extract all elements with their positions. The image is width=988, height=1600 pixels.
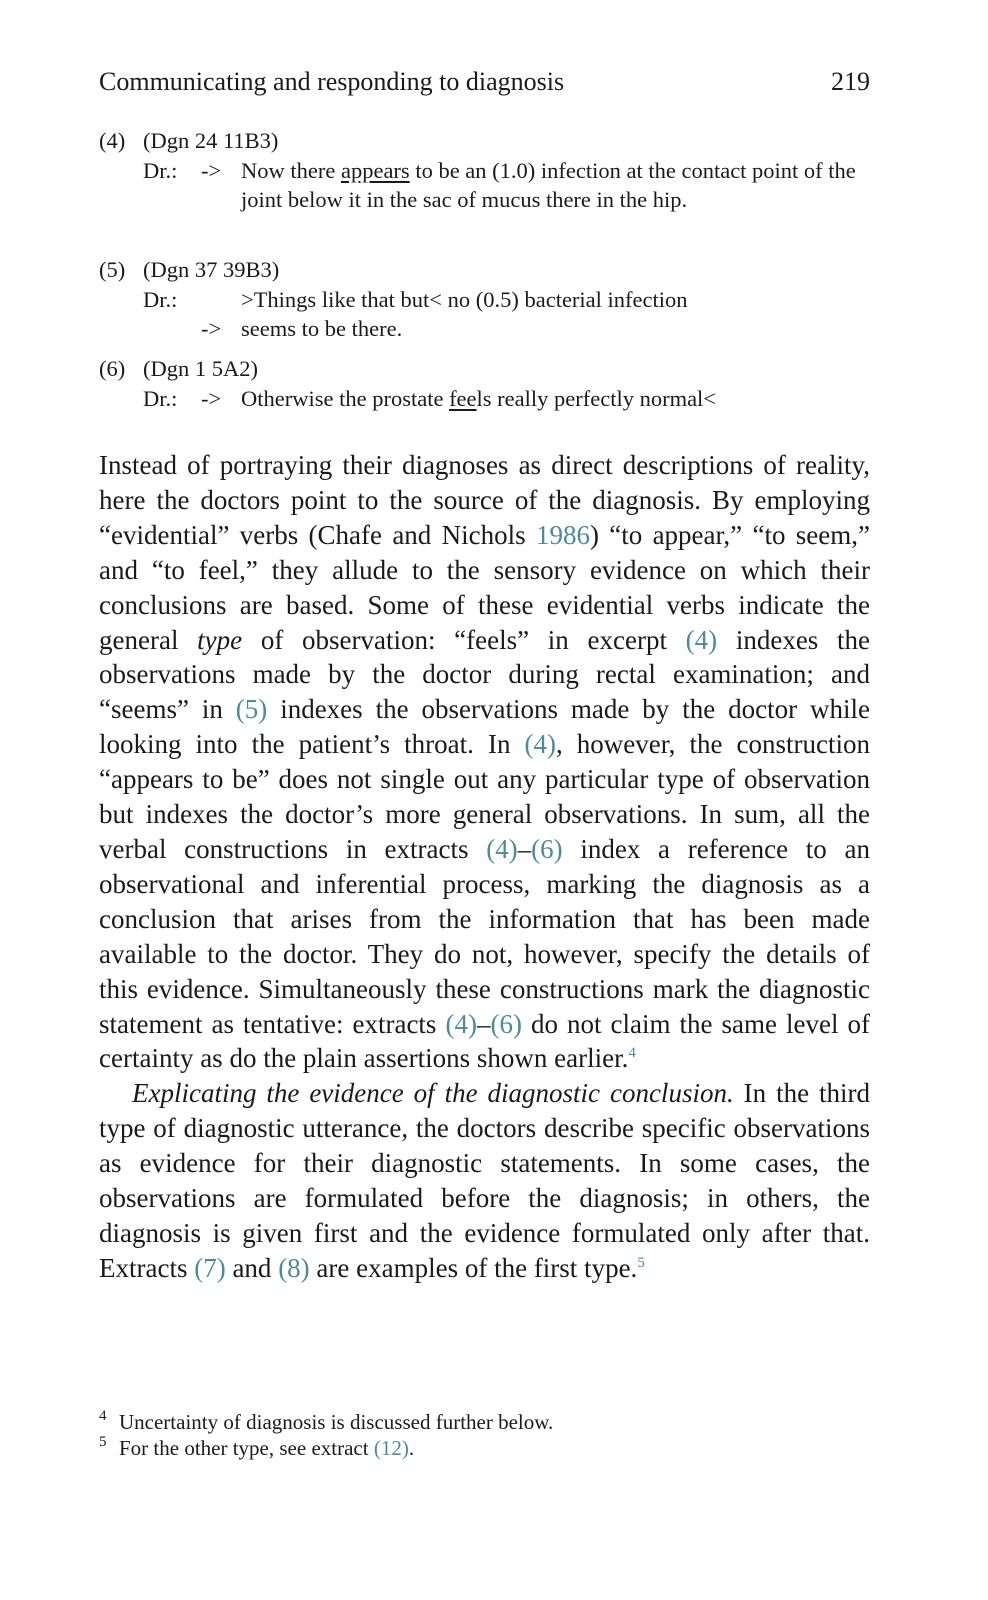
extract-link[interactable]: (6)	[490, 1008, 522, 1039]
underlined-word: fee	[449, 385, 477, 411]
text-run: .	[408, 1436, 415, 1460]
excerpt-5	[99, 255, 879, 344]
footnote-marker-4[interactable]: 4	[628, 1045, 636, 1062]
extract-link[interactable]: (4)	[685, 624, 718, 655]
utterance-text: Otherwise the prostate	[241, 385, 450, 411]
body-text	[99, 448, 870, 1286]
excerpt-number: (6)	[99, 356, 126, 381]
footnote-marker-5[interactable]: 5	[637, 1254, 645, 1271]
speaker-label: Dr.:	[143, 286, 178, 312]
extract-link[interactable]: (12)	[373, 1436, 409, 1460]
extract-link[interactable]: (4)	[486, 833, 518, 864]
text-run: For the other type, see extract	[119, 1436, 374, 1460]
excerpt-heading	[99, 354, 879, 384]
extract-link[interactable]: (5)	[235, 694, 268, 725]
excerpt-number: (5)	[99, 257, 126, 282]
speaker-spacer	[143, 314, 201, 344]
footnote-5	[99, 1435, 879, 1461]
arrow-marker: ->	[201, 316, 222, 341]
text-run: indexes the observations made by the doctor while looking into the patient’s throat. In	[99, 694, 870, 760]
italic-heading: Explicating the evidence of the diagnostic conclusion.	[132, 1078, 734, 1109]
excerpt-heading	[99, 126, 879, 156]
underlined-word: appears	[340, 157, 410, 183]
utterance	[241, 384, 879, 414]
utterance-text: >Things like that but< no (0.5) bacterial infection	[241, 286, 688, 312]
excerpt-6	[99, 354, 879, 413]
text-run: –	[517, 833, 532, 864]
footnote-text: Uncertainty of diagnosis is discussed further below.	[119, 1410, 554, 1434]
extract-link[interactable]: (4)	[524, 729, 556, 760]
text-run: index a reference to an observational and inferential process, marking the diagnosis as a conclusion that arises from the information that has been made available to the doctor. They do not, however, specify the details of this evidence. Simultaneously these constructions mark the diagnostic statement as tentative: extracts	[99, 833, 870, 1039]
text-run: , however, the construction “appears to be” does not single out any particular type of observation but indexes the doctor’s more general observations. In sum, all the verbal constructions in extracts	[99, 729, 870, 864]
utterance	[241, 156, 879, 215]
utterance-text: ls really perfectly normal<	[476, 385, 717, 411]
page-number: 219	[831, 67, 870, 96]
excerpt-4	[99, 126, 879, 215]
transcript-line	[99, 384, 879, 414]
text-run: are examples of the first type.	[309, 1252, 638, 1283]
text-run: –	[476, 1008, 491, 1039]
utterance-text: to be an (1.0) infection at the contact point of the joint below it in the sac of mucus there in the hip.	[241, 157, 856, 212]
speaker-label: Dr.:	[143, 385, 178, 411]
excerpt-ref: (Dgn 37 39B3)	[143, 257, 280, 282]
excerpt-heading	[99, 255, 879, 285]
utterance-text: seems to be there.	[241, 316, 403, 341]
text-run: ) “to appear,” “to seem,” and “to feel,” they allude to the sensory evidence on which their conclusions are based. Some of these evidential verbs indicate the general	[99, 519, 870, 655]
extract-link[interactable]: (4)	[445, 1008, 477, 1039]
footnotes	[99, 1409, 879, 1461]
citation-link[interactable]: 1986	[535, 519, 590, 550]
text-run: Instead of portraying their diagnoses as direct descriptions of reality, here the doctors point to the source of the diagnosis. By employing “evidential” verbs (Chafe and Nichols	[99, 450, 870, 550]
paragraph-2	[99, 1076, 870, 1285]
footnote-mark: 5	[99, 1434, 107, 1450]
footnote-text	[119, 1435, 414, 1461]
extract-link[interactable]: (6)	[531, 833, 563, 864]
footnote-mark: 4	[99, 1408, 107, 1424]
text-run: do not claim the same level of certainty as do the plain assertions shown earlier.	[99, 1008, 870, 1074]
paragraph-1	[99, 448, 870, 1076]
running-title: Communicating and responding to diagnosis	[99, 67, 565, 96]
excerpt-ref: (Dgn 1 5A2)	[143, 356, 258, 381]
running-header	[99, 66, 870, 98]
text-run: and	[225, 1252, 279, 1283]
arrow-spacer	[201, 285, 241, 315]
extract-link[interactable]: (7)	[194, 1252, 226, 1283]
arrow-marker: ->	[201, 157, 222, 183]
excerpt-ref: (Dgn 24 11B3)	[143, 128, 279, 153]
text-run: In the third type of diagnostic utterance, the doctors describe specific observations as evidence for their diagnostic statements. In some cases, the observations are formulated before the diagnosis; in others, the diagnosis is given first and the evidence formulated only after that. Extracts	[99, 1078, 870, 1283]
transcript-line	[99, 156, 879, 215]
text-run: indexes the observations made by the doctor during rectal examination; and “seems” in	[99, 624, 870, 725]
extract-link[interactable]: (8)	[278, 1252, 310, 1283]
speaker-label: Dr.:	[143, 157, 178, 183]
excerpt-number: (4)	[99, 128, 126, 153]
footnote-4	[99, 1409, 879, 1435]
utterance-text: Now there	[241, 157, 341, 183]
text-run: of observation: “feels” in excerpt	[242, 624, 686, 655]
italic-term: type	[197, 624, 243, 655]
transcript-line	[99, 285, 879, 315]
arrow-marker: ->	[201, 385, 222, 411]
transcript-line	[99, 314, 879, 344]
